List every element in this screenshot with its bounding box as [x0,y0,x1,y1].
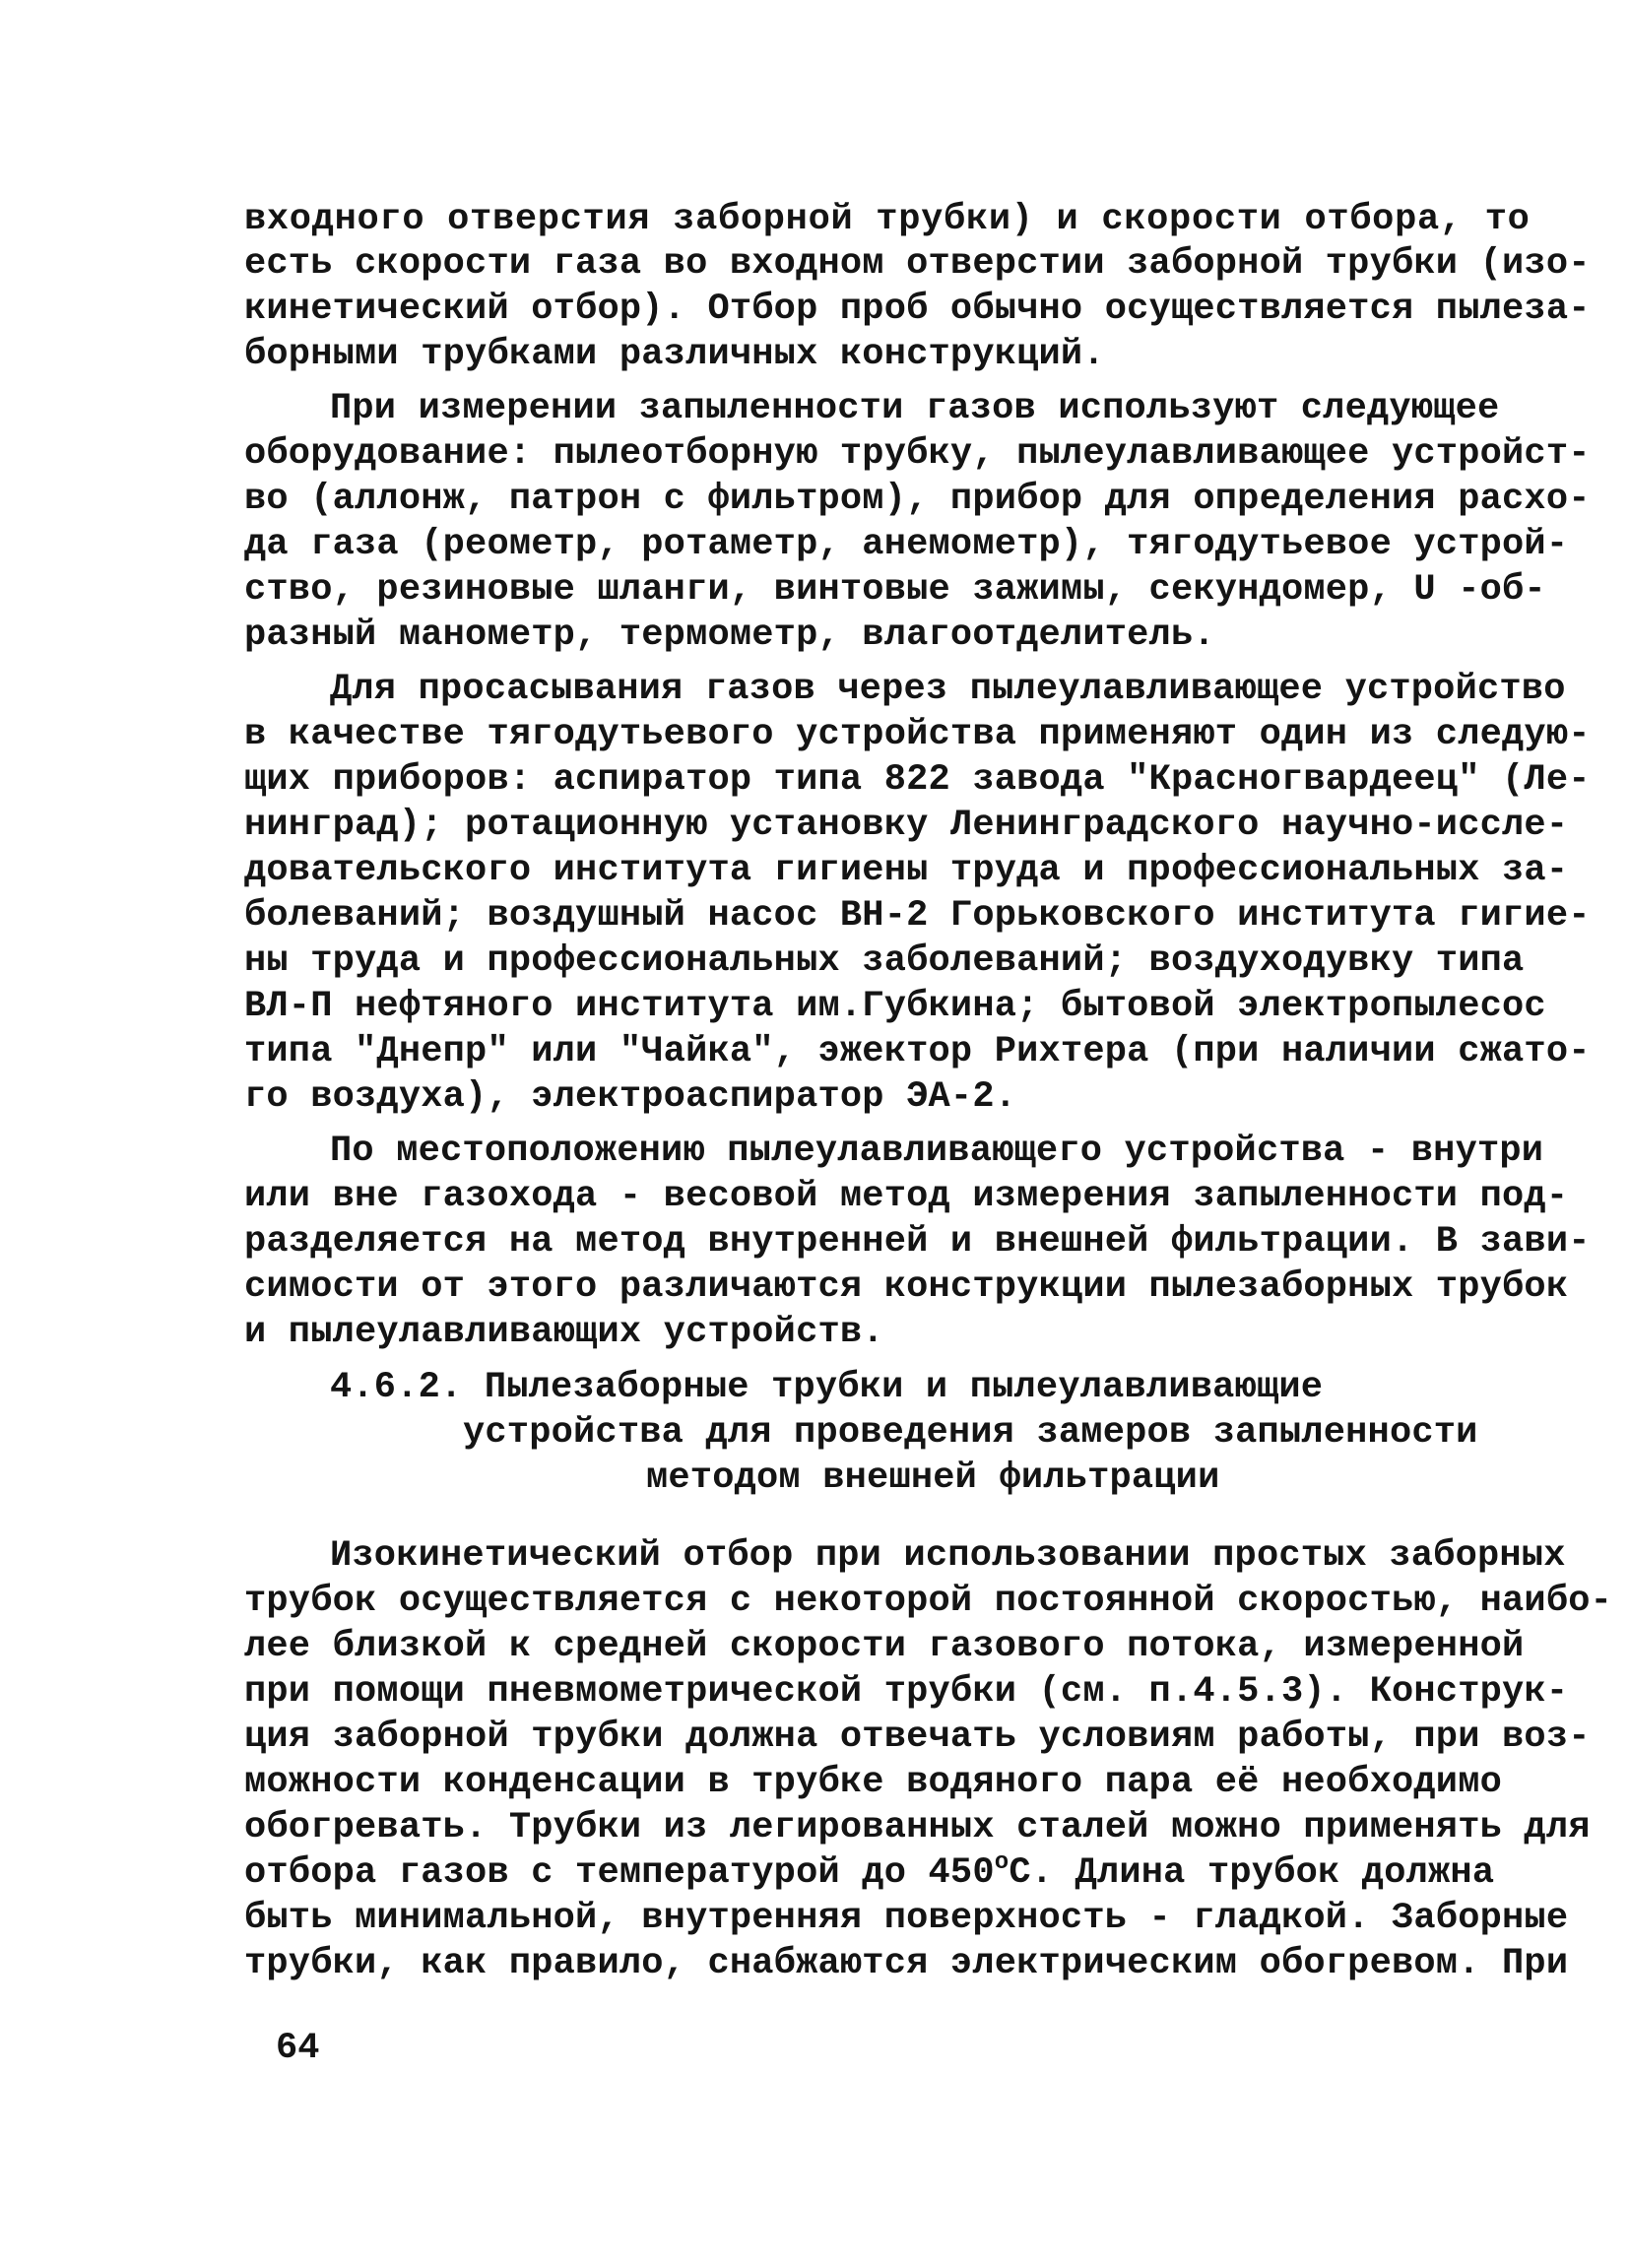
text-line: оборудование: пылеотборную трубку, пылеулавливающее устройст- [244,433,1591,475]
temperature-line-suffix: С. Длина трубок должна [1009,1852,1495,1894]
text-line: лее близкой к средней скорости газового потока, измеренной [244,1626,1525,1667]
text-line: типа "Днепр" или "Чайка", эжектор Рихтера (при наличии сжато- [244,1031,1591,1072]
text-line: Для просасывания газов через пылеулавливающее устройство [330,669,1566,710]
text-line: ство, резиновые шланги, винтовые зажимы, секундомер, U -об- [244,569,1546,611]
text-line: болеваний; воздушный насос ВН-2 Горьковского института гигие- [244,895,1591,937]
page-number: 64 [276,2028,320,2069]
text-line: быть минимальной, внутренняя поверхность - гладкой. Заборные [244,1898,1569,1939]
text-line: или вне газохода - весовой метод измерения запыленности под- [244,1176,1569,1217]
text-line: при помощи пневмометрической трубки (см. п.4.5.3). Конструк- [244,1671,1569,1713]
text-line: трубок осуществляется с некоторой постоянной скоростью, наибо- [244,1581,1613,1622]
temperature-text-line [244,1851,1494,1895]
text-line: симости от этого различаются конструкции пылезаборных трубок [244,1266,1569,1308]
text-line: нинград); ротационную установку Ленинградского научно-иссле- [244,805,1569,846]
text-line: довательского института гигиены труда и профессиональных за- [244,850,1569,891]
text-line: го воздуха), электроаспиратор ЭА-2. [244,1076,1017,1118]
text-line: и пылеулавливающих устройств. [244,1312,884,1353]
text-line: да газа (реометр, ротаметр, анемометр), тягодутьевое устрой- [244,524,1569,565]
text-line: щих приборов: аспиратор типа 822 завода "Красногвардеец" (Ле- [244,759,1591,801]
degree-symbol: о [994,1849,1010,1876]
text-line: При измерении запыленности газов используют следующее [330,388,1500,429]
text-line: По местоположению пылеулавливающего устройства - внутри [330,1131,1544,1172]
text-line: входного отверстия заборной трубки) и скорости отбора, то [244,199,1531,240]
section-heading-line-1: 4.6.2. Пылезаборные трубки и пылеулавливающие [330,1367,1324,1408]
temperature-line-prefix: отбора газов с температурой до 450 [244,1852,995,1894]
text-line: в качестве тягодутьевого устройства применяют один из следую- [244,714,1591,755]
text-line: разделяется на метод внутренней и внешней фильтрации. В зави- [244,1221,1591,1263]
text-line: борными трубками различных конструкций. [244,334,1105,375]
section-heading-line-2: устройства для проведения замеров запыленности [463,1412,1478,1454]
text-line: можности конденсации в трубке водяного пара её необходимо [244,1762,1503,1803]
section-heading-line-3: методом внешней фильтрации [646,1458,1220,1499]
text-line: ВЛ-П нефтяного института им.Губкина; бытовой электропылесос [244,986,1546,1027]
text-line: ция заборной трубки должна отвечать условиям работы, при воз- [244,1717,1591,1758]
text-line: разный манометр, термометр, влагоотделитель. [244,615,1215,656]
text-line: трубки, как правило, снабжаются электрическим обогревом. При [244,1943,1569,1984]
text-line: Изокинетический отбор при использовании простых заборных [330,1535,1566,1577]
text-line: есть скорости газа во входном отверстии заборной трубки (изо- [244,243,1591,285]
text-line: кинетический отбор). Отбор проб обычно осуществляется пылеза- [244,289,1591,330]
text-line: во (аллонж, патрон с фильтром), прибор для определения расхо- [244,479,1591,520]
text-line: обогревать. Трубки из легированных сталей можно применять для [244,1807,1591,1848]
text-line: ны труда и профессиональных заболеваний; воздуходувку типа [244,940,1525,982]
